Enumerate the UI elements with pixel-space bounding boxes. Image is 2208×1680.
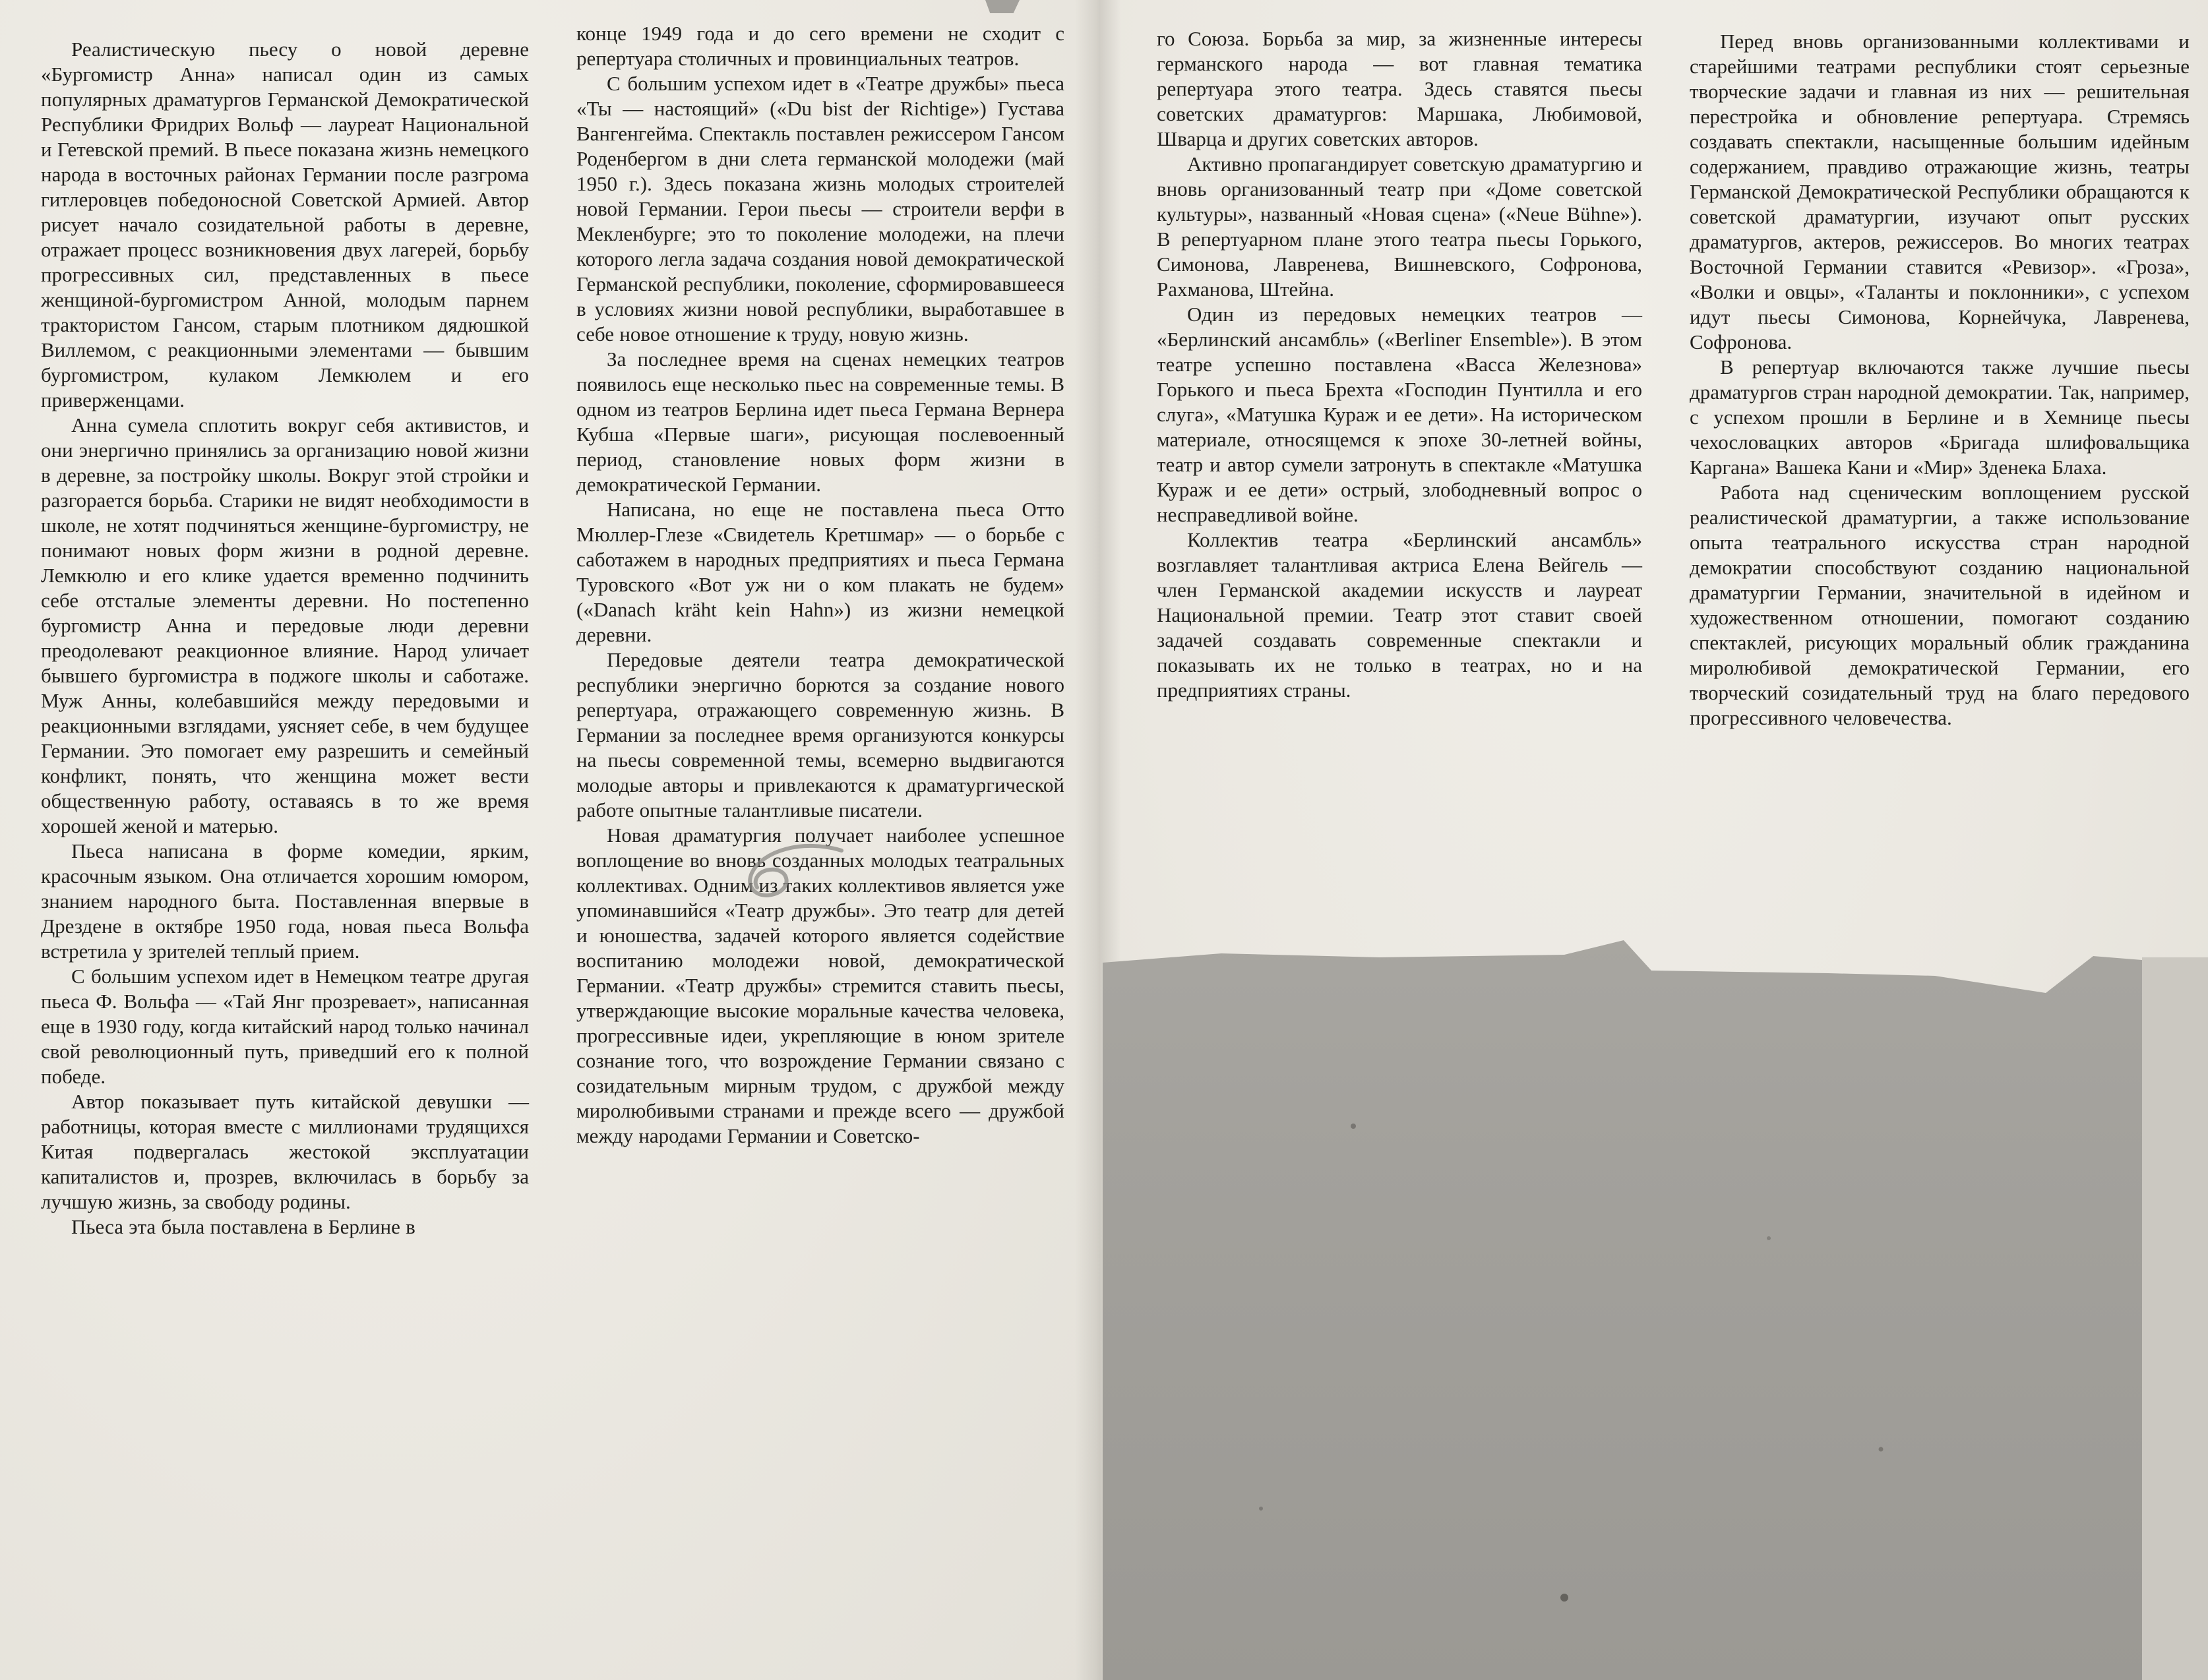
paragraph: С большим успехом идет в «Театре дружбы» пьеса «Ты — настоящий» («Du bist der Richtige») Густава Вангенгейма. Спектакль поставлен режиссером Гансом Роденбергом в дни слета германской молодежи (май 1950 г.). Здесь показана жизнь молодых строителей новой Германии. Герои пьесы — строители верфи в Мекленбурге; это то поколение молодежи, на плечи которого легла задача создания новой демократической Германской республики, поколение, сформировавшееся в условиях жизни новой республики, выработавшее в себе новое отношение к труду, новую жизнь. bbox=[576, 72, 1064, 345]
paragraph: В репертуар включаются также лучшие пьесы драматургов стран народной демократии. Так, например, с успехом прошли в Берлине и в Хемнице пьесы чехословацких авторов «Бригада шлифовальщика Каргана» Вашека Кани и «Мир» Зденека Блаха. bbox=[1690, 355, 2190, 479]
paragraph: За последнее время на сценах немецких театров появилось еще несколько пьес на современные темы. В одном из театров Берлина идет пьеса Германа Вернера Кубша «Первые шаги», рисующая послевоенный период, становление новых форм жизни в демократической Германии. bbox=[576, 347, 1064, 496]
text-column-4 bbox=[1690, 29, 2190, 731]
scanner-backing bbox=[1103, 928, 2142, 1680]
paragraph: Пьеса эта была поставлена в Берлине в bbox=[71, 1215, 415, 1238]
paragraph: Перед вновь организованными коллективами и старейшими театрами республики стоят серьезные творческие задачи и главная из них — решительная перестройка и обновление репертуара. Стремясь создавать спектакли, насыщенные большим идейным содержанием, правдиво отражающие жизнь, театры Германской Демократической Республики обращаются к советской драматургии, изучают опыт русских драматургов, актеров, режиссеров. Во многих театрах Восточной Германии ставится «Ревизор». «Гроза», «Волки и овцы», «Таланты и поклонники», с успехом идут пьесы Симонова, Корнейчука, Лавренева, Софронова. bbox=[1690, 30, 2190, 353]
text-column-3 bbox=[1157, 26, 1642, 703]
paragraph: Один из передовых немецких театров — «Берлинский ансамбль» («Berliner Ensemble»). В этом театре успешно поставлена «Васса Железнова» Горького и пьеса Брехта «Господин Пунтилла и его слуга», «Матушка Кураж и ее дети». На историческом материале, относящемся к эпохе 30-летней войны, театр и автор сумели затронуть в спектакле «Матушка Кураж и ее дети» острый, злободневный вопрос о несправедливой войне. bbox=[1157, 303, 1642, 526]
paragraph: Работа над сценическим воплощением русской реалистической драматургии, а также использование опыта театрального искусства стран народной демократии способствуют созданию национальной драматургии Германии, значительной в идейном и художественном отношении, помогают созданию спектаклей, рисующих моральный облик гражданина миролюбивой демократической Германии, его творческий созидательный труд на благо передового прогрессивного человечества. bbox=[1690, 481, 2190, 729]
paragraph: Автор показывает путь китайской девушки — работницы, которая вместе с миллионами трудящихся Китая подвергалась жестокой эксплуатации капиталистов и, прозрев, включилась в борьбу за лучшую жизнь, за свободу родины. bbox=[41, 1090, 529, 1213]
paragraph: Реалистическую пьесу о новой деревне «Бургомистр Анна» написал один из самых популярных драматургов Германской Демократической Республики Фридрих Вольф — лауреат Национальной и Гетевской премий. В пьесе показана жизнь немецкого народа в восточных районах Германии после разгрома гитлеровцев победоносной Советской Армией. Автор рисует начало созидательной работы в деревне, отражает процесс возникновения двух лагерей, борьбу прогрессивных сил, представленных в пьесе женщиной-бургомистром Анной, молодым парнем трактористом Гансом, старым плотником дядюшкой Виллемом, с реакционными элементами — бывшим бургомистром, кулаком Лемкюлем и его приверженцами. bbox=[41, 38, 529, 411]
paragraph: Передовые деятели театра демократической республики энергично борются за создание нового репертуара, отражающего современную жизнь. В Германии за последнее время организуются конкурсы на пьесы современной темы, всемерно выдвигаются молодые авторы и привлекаются к драматургической работе опытные талантливые писатели. bbox=[576, 648, 1064, 822]
underlying-page-edge bbox=[2142, 957, 2208, 1680]
paragraph: Анна сумела сплотить вокруг себя активистов, и они энергично принялись за организацию новой жизни в деревне, за постройку школы. Вокруг этой стройки и разгорается борьба. Старики не видят необходимости в школе, не хотят подчиняться женщине-бургомистру, не понимают новых форм жизни в родной деревне. Лемкюлю и его клике удается временно подчинить себе отсталые элементы деревни. Но постепенно бургомистр Анна и передовые люди деревни преодолевают реакционное влияние. Народ уличает бывшего бургомистра в поджоге школы и саботаже. Муж Анны, колебавшийся между передовыми и реакционными взглядами, уясняет себе, в чем будущее Германии. Это помогает ему разрешить и семейный конфликт, понять, что женщина может вести общественную работу, оставаясь в то же время хорошей женой и матерью. bbox=[41, 413, 529, 837]
paragraph: Новая драматургия получает наиболее успешное воплощение во вновь созданных молодых театральных коллективах. Одним из таких коллективов является уже упоминавшийся «Театр дружбы». Это театр для детей и юношества, задачей которого является содействие воспитанию молодежи новой, демократической Германии. «Театр дружбы» стремится ставить пьесы, утверждающие высокие моральные качества человека, прогрессивные идеи, укрепляющие в юном зрителе сознание того, что возрождение Германии связано с созидательным мирным трудом, с дружбой между миролюбивыми странами и прежде всего — дружбой между народами Германии и Советско- bbox=[576, 824, 1064, 1147]
paragraph: конце 1949 года и до сего времени не сходит с репертуара столичных и провинциальных театров. bbox=[576, 22, 1064, 70]
text-column-2 bbox=[576, 21, 1064, 1149]
paragraph: Написана, но еще не поставлена пьеса Отто Мюллер-Глезе «Свидетель Кретшмар» — о борьбе с саботажем в народных предприятиях и пьеса Германа Туровского «Вот уж ни о ком плакать не будем» («Danach kräht kein Hahn») из жизни немецкой деревни. bbox=[576, 498, 1064, 646]
paragraph: Активно пропагандирует советскую драматургию и вновь организованный театр при «Доме советской культуры», названный «Новая сцена» («Neue Bühne»). В репертуарном плане этого театра пьесы Горького, Симонова, Лавренева, Вишневского, Софронова, Рахманова, Штейна. bbox=[1157, 152, 1642, 301]
paragraph: Коллектив театра «Берлинский ансамбль» возглавляет талантливая актриса Елена Вейгель — член Германской академии искусств и лауреат Национальной премии. Театр этот ставит своей задачей создавать современные спектакли и показывать их не только в театрах, но и на предприятиях страны. bbox=[1157, 528, 1642, 702]
text-column-1 bbox=[41, 37, 529, 1240]
paragraph: С большим успехом идет в Немецком театре другая пьеса Ф. Вольфа — «Тай Янг прозревает», написанная еще в 1930 году, когда китайский народ только начинал свой революционный путь, приведший его к полной победе. bbox=[41, 965, 529, 1088]
paragraph: Пьеса написана в форме комедии, ярким, красочным языком. Она отличается хорошим юмором, знанием народного быта. Поставленная впервые в Дрездене в октябре 1950 года, новая пьеса Вольфа встретила у зрителей теплый прием. bbox=[41, 839, 529, 963]
paragraph: го Союза. Борьба за мир, за жизненные интересы германского народа — вот главная тематика репертуара этого театра. Здесь ставятся пьесы советских драматургов: Маршака, Любимовой, Шварца и других советских авторов. bbox=[1157, 27, 1642, 150]
